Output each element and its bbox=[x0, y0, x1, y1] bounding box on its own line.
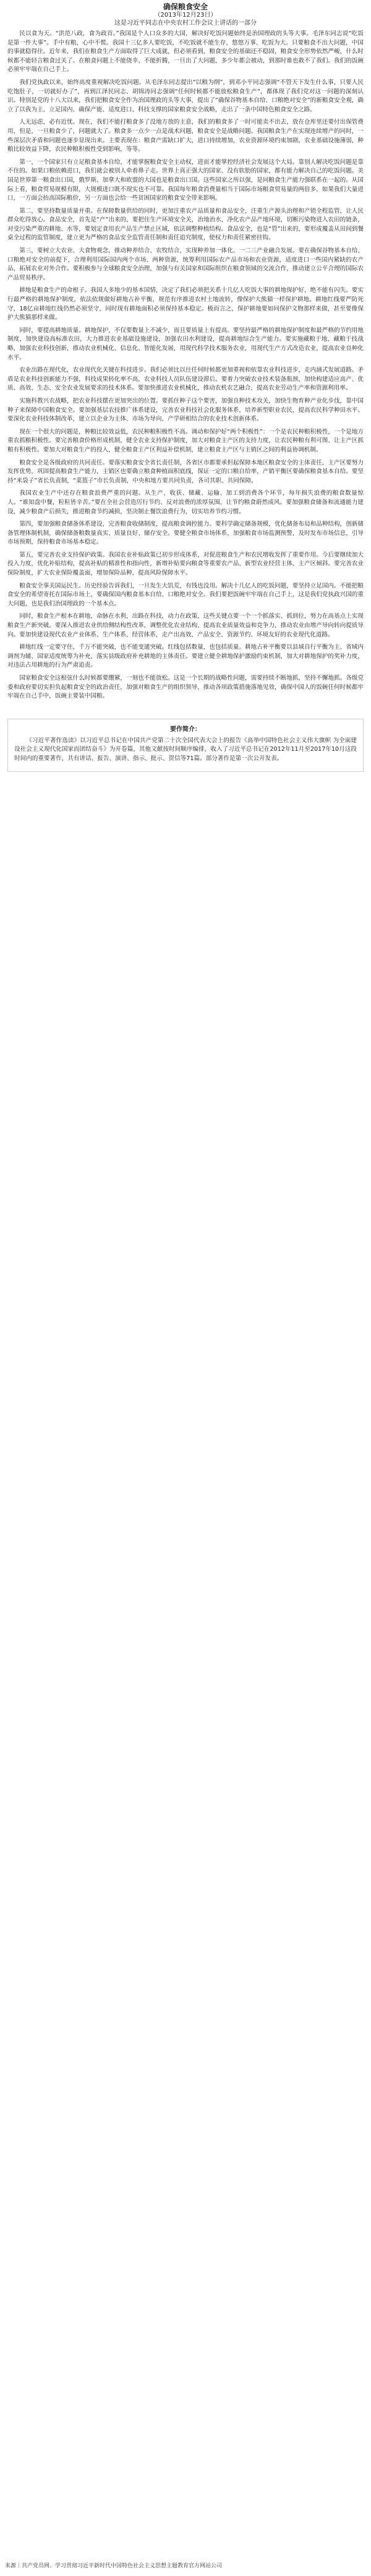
paragraph: 现在一个很大的问题是，种粮比较效益低，农民种粮积极性不高。调动和保护好“两个积极性”：一个是农民种粮积极性，一个是地方重农抓粮积极性。要完善粮食价格形成机制，健全农业支持保护制度，加大对粮食主产区的支持力度，让农民种粮有利可图、让主产区抓粮有积极性。要加大对粮食生产的投入，健全粮食主产区利益补偿机制，建立粮食主产区与主销区之间的利益协调机制。 bbox=[7, 428, 364, 453]
paragraph: 民以食为天。“洪范八政，食为政首。”我国是个人口众多的大国，解决好吃饭问题始终是治国理政的头等大事。毛泽东同志说“吃饭是第一件大事”。手中有粮，心中不慌。我国十三亿多人要吃饭，不吃饭就不能生存，悠悠万事、吃饭为大。只要粮食不出大问题，中国的事就稳得住。近年来，我们在粮食生产方面取得了巨大成就，但必须看到，粮食安全的基础还不稳固，粮食安全形势依然严峻，什么时候都不能轻言粮食过关了。在粮食问题上不能侥幸、不能折腾，一旦出了大问题，多少年都会被动，到那时谁也救不了我们。我们的饭碗必须牢牢端在自己手上。 bbox=[7, 30, 364, 74]
paragraph: 第一，一个国家只有立足粮食基本自给，才能掌握粮食安全主动权，进而才能掌控经济社会发展这个大局。靠别人解决吃饭问题是靠不住的。如果口粮依赖进口，我们就会被别人牵着鼻子走。世界上真正强大的国家、没有软肋的国家，都有能力解决自己的吃饭问题。美国是世界第一粮食出口国，俄罗斯、加拿大和欧盟的大国也是粮食出口国。这些国家之所以强，是同粮食生产能力强联系在一起的。从国际上看，粮食贸易规模有限，大规模进口既不现实也不可靠。我国每年粮食消费量相当于国际市场粮食贸易量的两倍多，如果我们大量进口，一方面会抬高国际粮价，另一方面也会给一些贫困国家的粮食安全带来影响。 bbox=[7, 158, 364, 202]
paragraph: 耕地红线一定要守住，千万不能突破，也不能变通突破。红线包括数量，也包括质量。耕地占补平衡要以县域自行平衡为主、省域内调剂为辅、国家适度统筹为补充，落实县级政府补充耕地的主体责任。要建立健全耕地保护激励约束机制，加大对耕地保护的奖补力度，对违法占用耕地的行为严肃追责。 bbox=[7, 644, 364, 669]
book-note-title: 要作简介： bbox=[170, 725, 201, 733]
article-title: 确保粮食安全 bbox=[163, 2, 208, 11]
source-footer: 来源｜共产党员网、学习贯彻习近平新时代中国特色社会主义思想主题教育官方网站公司 bbox=[5, 2563, 223, 2569]
paragraph: 第三，要树立大农业、大食物观念，推动种养结合、农牧结合，实现种养加一体化、一二三产业融合发展。要在确保谷物基本自给、口粮绝对安全的前提下，合理利用国际国内两个市场、两种资源，统筹利用国际农产品市场和农业资源，适度进口一些国内紧缺的农产品，拓展农业对外合作。要积极参与全球粮食安全治理，加强与有关国家和国际组织在粮食领域的交流合作，推动建立公平合理的国际农产品贸易秩序。 bbox=[7, 247, 364, 281]
article-lead: 这是习近平同志在中央农村工作会议上讲话的一部分 bbox=[114, 20, 257, 27]
book-note-box bbox=[7, 719, 364, 772]
paragraph: 粮食安全是各级政府的共同责任。要落实粮食安全省长责任制，各省区市都要承担起保障本地区粮食安全的主体责任，主产区要努力发挥优势，巩固提高粮食生产能力，主销区也要确立粮食种植面积底线，保证一定的口粮自给率，产销平衡区要确保粮食基本自给。要坚持“米袋子”省长负责制，“菜篮子”市长负责制，中央和地方要共同负责，各司其职、共同保障。 bbox=[7, 459, 364, 484]
paragraph: 粮食安全事关国运民生。历史经验告诉我们，一旦发生大饥荒，有钱也没用。解决十几亿人的吃饭问题，要坚持立足国内。不能把粮食安全的希望寄托在国际市场上，要确保国内粮食基本自给、口粮绝对安全。我们要把饭碗牢牢端在自己手上，这是我们党执政兴国的重大问题，也是我们治国理政的一个基本点。 bbox=[7, 582, 364, 607]
book-note-text: 《习近平著作选读》以习近平总书记在中国共产党第二十次全国代表大会上的报告《高举中国特色社会主义伟大旗帜 为全面建设社会主义现代化国家而团结奋斗》为开卷篇，其他文献按时间顺序编排，收入了习近平总书记在2012年11月至2017年10月这段时间内的重要著作，共有讲话、报告、演讲、指示、批示、贺信等71篇。部分著作是第一次公开发表。 bbox=[14, 737, 357, 762]
paragraph: 同时，粮食生产根本在耕地，命脉在水利，出路在科技，动力在政策，这些关键点要一个一个抓落实、抓到位，努力在高基点上实现粮食生产新突破。要深入推进农业供给侧结构性改革，调整优化农业结构，提高农业质量效益和竞争力，推动农业由增产导向转向提质导向。要加快建设现代农业产业体系、生产体系、经营体系，走产出高效、产品安全、资源节约、环境友好的农业现代化道路。 bbox=[7, 613, 364, 638]
article-body bbox=[0, 30, 371, 701]
article-date: （2013年12月23日） bbox=[154, 12, 217, 19]
paragraph: 同时，要提高耕地质量。耕地保护，不仅要数量上不减少，而且要质量上有提高。要坚持最严格的耕地保护制度和最严格的节约用地制度，加快建设高标准农田，大力推进农业基础设施建设，加强农田水利建设，提高耕地综合生产能力。要实施藏粮于地、藏粮于技战略，加强农业科技创新，推动农业机械化、信息化、智能化发展，用现代科学技术服务农业，用现代生产方式改造农业，提高农业良种化水平。 bbox=[7, 327, 364, 361]
paragraph: 实施科教兴农战略，把农业科技摆在更加突出的位置。要抓住种子这个要害，加强良种技术攻关，加快生物育种产业化步伐，靠中国种子来保障中国粮食安全。要加强基层农技推广体系建设，完善农业科技社会化服务体系，培养新型职业农民，提高农民科学种田水平。要深化农业科技体制改革，建立以企业为主体、市场为导向、产学研相结合的农业技术创新体系。 bbox=[7, 397, 364, 423]
paragraph: 农业出路在现代化，农业现代化关键在科技进步。我们必须比以往任何时候都更加重视和依靠农业科技进步，走内涵式发展道路。矛盾是农业科技创新能力不强，科技成果转化率不高，农业科技人员队伍建设滞后。要着力突破农业技术装备瓶颈，加快构建适应高产、优质、高效、生态、安全农业发展要求的技术体系。要加快推进农业机械化，推动农机农艺融合，提高农业劳动生产率和资源利用率。 bbox=[7, 367, 364, 392]
paragraph: 耕地是粮食生产的命根子。我国人多地少的基本国情，决定了我们必须把关系十几亿人吃饭大事的耕地保护好，绝不能有闪失。要实行最严格的耕地保护制度，依法依规做好耕地占补平衡，规范有序推进农村土地流转，像保护大熊猫一样保护耕地。耕地红线要严防死守，18亿亩耕地红线仍然必须坚守，同时现有耕地面积必须保持基本稳定。极而言之，保护耕地要如同保护文物那样来做，甚至要像保护大熊猫那样来做。 bbox=[7, 287, 364, 322]
paragraph: 第四，要加强粮食储备体系建设，完善粮食收储制度，提高粮食调控能力。要科学确定储备规模，优化储备布局和品种结构，创新储备管理体制机制，确保储备粮数量真实、质量良好、储存安全。要健全粮食市场体系，加强粮食市场监测预警，及时发布市场信息，引导市场预期，保持粮食市场基本稳定。 bbox=[7, 521, 364, 546]
paragraph: 第二，要坚持数量质量并重。在保障数量供给的同时，更加注重农产品质量和食品安全，注重生产源头治理和产销全程监管，让人民群众吃得放心。食品安全，首先是“产”出来的，要把住生产环境安全关，治地治水，净化农产品产地环境，切断污染物进入农田的链条，对受污染严重的耕地、水等，要划定食用农产品生产禁止区域，依法调整种植结构。食品安全，也是“管”出来的，要形成覆盖从田间到餐桌全过程的监管制度，建立更为严格的食品安全监管责任制和责任追究制度，使权力和责任紧密挂钩。 bbox=[7, 207, 364, 242]
paragraph: 人无远虑，必有近忧。现在，我们不能打粮食多了没地方放的主意，我们的粮食多了一时可能卖不出去，放在仓库里还要付出保管费用，但是，一旦粮食少了，问题就大了。粮食多一点少一点是战术问题，粮食安全是战略问题。我国粮食生产在实现连续增产的同时，一些深层次矛盾和问题也逐步显现出来。主要表现在：粮食产需缺口扩大，进口持续增加，农业资源环境约束加剧，农业基础设施薄弱，种粮比较效益下降，农民种粮积极性受到影响，等等。 bbox=[7, 119, 364, 153]
paragraph: 第五，要完善农业支持保护政策。我国农业补贴政策已初步形成体系，对促进粮食生产和农民增收发挥了重要作用。今后要继续加大投入力度，优化补贴结构，提高补贴的精准性和指向性，新增补贴要向粮食等重要农产品、新型农业经营主体、主产区倾斜。要完善农业保险制度，扩大农业保险覆盖面，增加保险品种，提高风险保障水平。 bbox=[7, 551, 364, 577]
paragraph: 我们党执政以来，始终高度重视解决吃饭问题。从毛泽东同志提出“以粮为纲”，到邓小平同志强调“不管天下发生什么事，只要人民吃饱肚子，一切就好办了”，再到江泽民同志、胡锦涛同志强调“任何时候都不能放松粮食生产”，都体现了我们党对这一问题的深刻认识。特别是党的十八大以来，我们把粮食安全作为治国理政的头等大事，提出了“确保谷物基本自给、口粮绝对安全”的新粮食安全观，确立了以我为主、立足国内、确保产能、适度进口、科技支撑的国家粮食安全战略，走出了一条中国特色粮食安全之路。 bbox=[7, 79, 364, 113]
paragraph: 我国农业生产中还存在粮食浪费严重的问题。从生产、收获、储藏、运输、加工到消费各个环节，每年损失浪费的粮食数量惊人。“谁知盘中餐，粒粒皆辛苦。”要在全社会营造厉行节约、反对浪费的浓厚氛围，让节约粮食蔚然成风。要加强粮食储备和流通能力建设，减少粮食产后损失，推进粮食节约减损，坚决制止餐饮浪费行为，切实培养节约习惯。 bbox=[7, 490, 364, 515]
paragraph: 国家粮食安全这根弦什么时候都要绷紧，一刻也不能放松。这是一个长期的战略性问题，需要持续不断地抓、坚持不懈地抓。各级党委和政府要切实担负起粮食安全的政治责任，加强对粮食生产的组织领导，推动各项政策措施落地见效，确保中国人的饭碗任何时候都牢牢端在自己手中，饭碗主要装中国粮。 bbox=[7, 675, 364, 700]
